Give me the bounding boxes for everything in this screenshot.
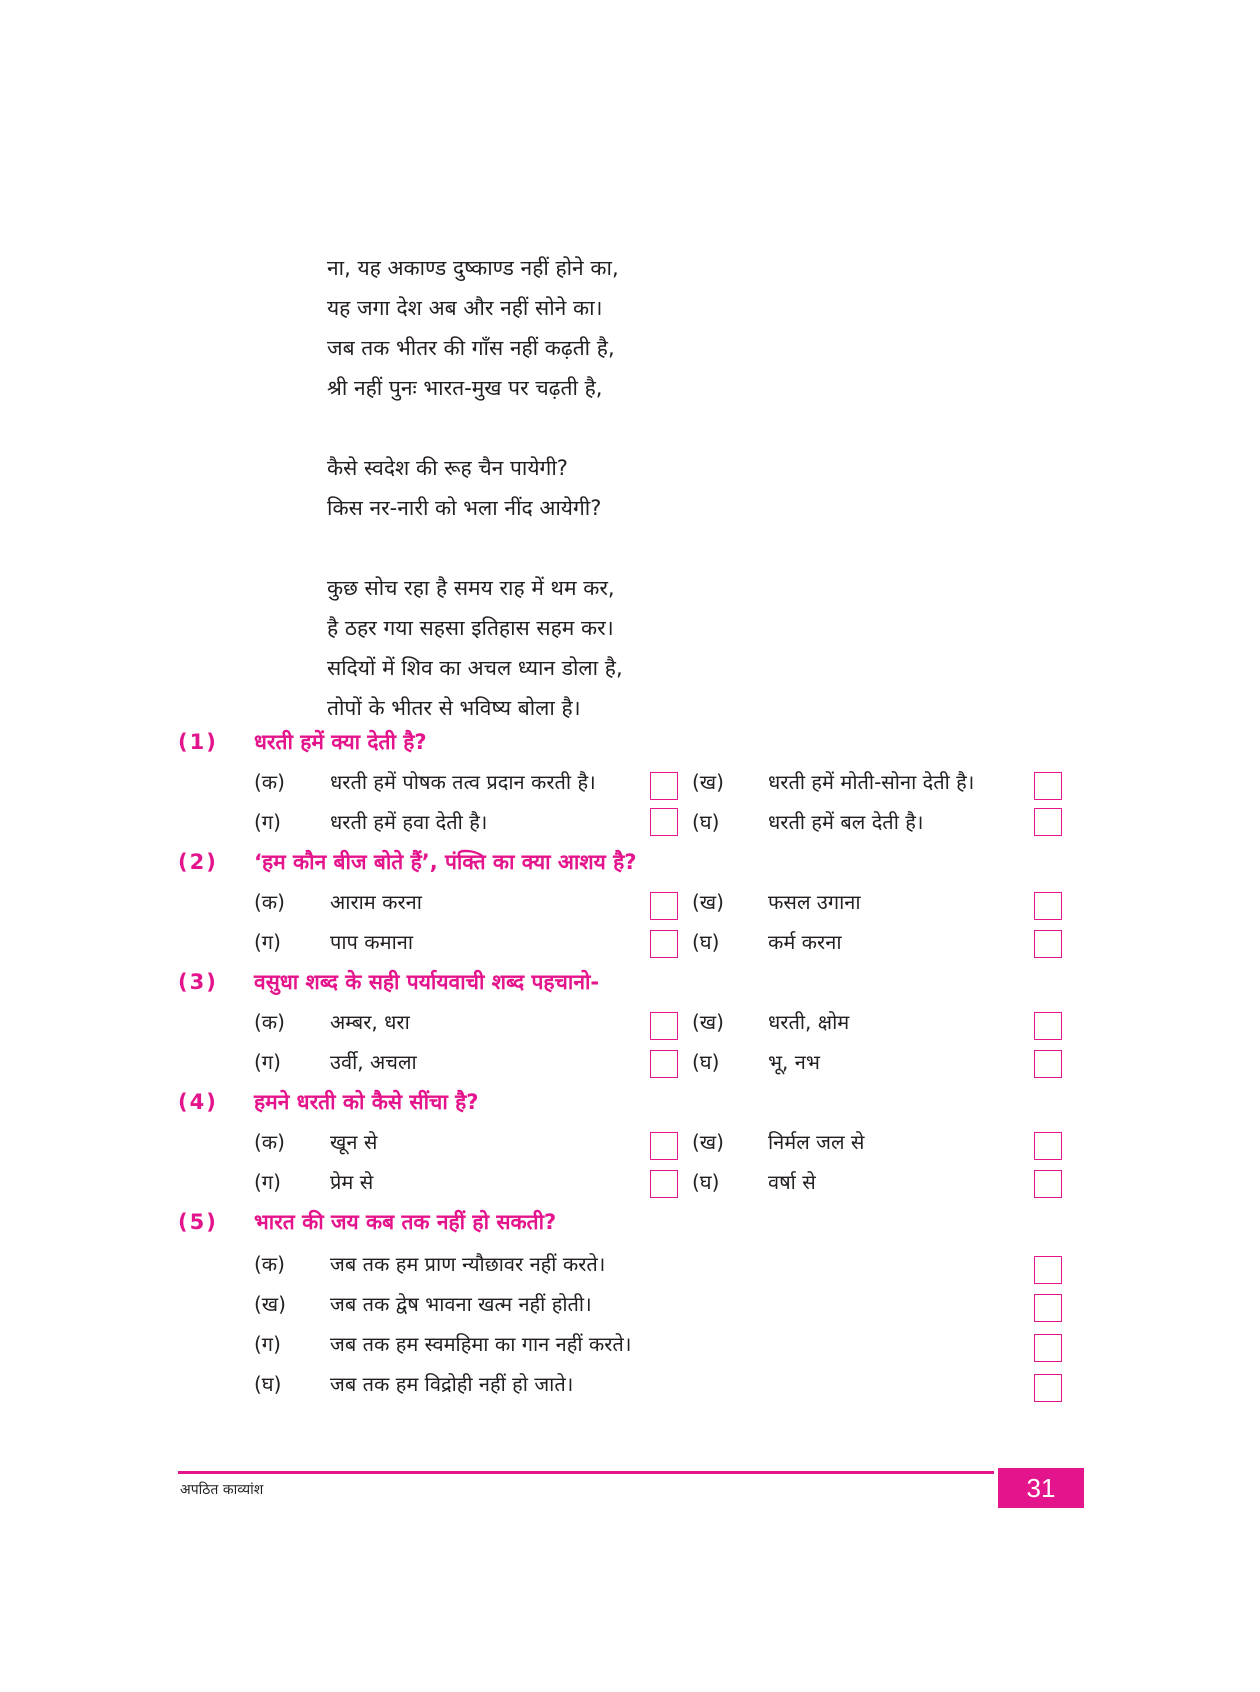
option-2-kha [692,888,861,915]
option-3-ka [254,1008,410,1035]
poem-line: कैसे स्वदेश की रूह चैन पायेगी? [327,456,568,480]
option-text: अम्बर, धरा [330,1010,410,1034]
answer-checkbox-4-ga[interactable] [650,1170,678,1198]
question-number: (1) [178,730,218,754]
poem-stanza-1 [327,248,1027,408]
answer-checkbox-3-ka[interactable] [650,1012,678,1040]
answer-checkbox-4-ka[interactable] [650,1132,678,1160]
question-number: (2) [178,850,218,874]
option-label: (ख) [692,890,724,914]
option-5-ga [254,1330,631,1357]
answer-checkbox-5-kha[interactable] [1034,1294,1062,1322]
answer-checkbox-5-ga[interactable] [1034,1334,1062,1362]
option-text: जब तक हम स्वमहिमा का गान नहीं करते। [330,1332,632,1356]
poem-line: यह जगा देश अब और नहीं सोने का। [327,296,603,320]
option-text: कर्म करना [768,930,842,954]
question-1 [178,728,427,756]
answer-checkbox-3-gha[interactable] [1034,1050,1062,1078]
option-text: निर्मल जल से [768,1130,865,1154]
option-4-gha [692,1168,816,1195]
option-2-gha [692,928,842,955]
option-1-ga [254,808,487,835]
option-text: धरती हमें बल देती है। [768,810,924,834]
option-3-kha [692,1008,849,1035]
option-5-ka [254,1250,605,1277]
question-number: (3) [178,970,218,994]
question-5 [178,1208,556,1236]
question-number: (5) [178,1210,218,1234]
answer-checkbox-3-kha[interactable] [1034,1012,1062,1040]
option-5-gha [254,1370,573,1397]
option-text: खून से [330,1130,378,1154]
option-text: जब तक हम प्राण न्यौछावर नहीं करते। [330,1252,606,1276]
option-label: (घ) [692,930,720,954]
option-label: (क) [254,890,285,914]
option-3-gha [692,1048,820,1075]
question-text: भारत की जय कब तक नहीं हो सकती? [254,1210,557,1234]
option-text: धरती हमें मोती-सोना देती है। [768,770,975,794]
option-label: (ख) [692,1010,724,1034]
poem-line: सदियों में शिव का अचल ध्यान डोला है, [327,656,623,680]
option-label: (ख) [692,770,724,794]
answer-checkbox-4-gha[interactable] [1034,1170,1062,1198]
answer-checkbox-5-gha[interactable] [1034,1374,1062,1402]
option-label: (घ) [254,1372,282,1396]
option-label: (घ) [692,810,720,834]
option-text: प्रेम से [330,1170,374,1194]
option-label: (ग) [254,1332,281,1356]
option-1-gha [692,808,923,835]
footer-section-title: अपठित काव्यांश [180,1482,264,1498]
option-text: धरती हमें हवा देती है। [330,810,488,834]
question-text: धरती हमें क्या देती है? [254,730,427,754]
option-text: पाप कमाना [330,930,414,954]
option-text: धरती हमें पोषक तत्व प्रदान करती है। [330,770,596,794]
answer-checkbox-2-ga[interactable] [650,930,678,958]
option-4-ga [254,1168,373,1195]
poem-line: किस नर-नारी को भला नींद आयेगी? [327,496,602,520]
option-text: जब तक हम विद्रोही नहीं हो जाते। [330,1372,574,1396]
question-text: हमने धरती को कैसे सींचा है? [254,1090,479,1114]
answer-checkbox-1-kha[interactable] [1034,772,1062,800]
option-label: (ग) [254,1170,281,1194]
answer-checkbox-1-ka[interactable] [650,772,678,800]
option-text: जब तक द्वेष भावना खत्म नहीं होती। [330,1292,592,1316]
answer-checkbox-5-ka[interactable] [1034,1256,1062,1284]
question-2 [178,848,637,876]
answer-checkbox-4-kha[interactable] [1034,1132,1062,1160]
footer-divider [178,1471,994,1474]
question-text: वसुधा शब्द के सही पर्यायवाची शब्द पहचानो- [254,970,600,994]
answer-checkbox-3-ga[interactable] [650,1050,678,1078]
option-label: (घ) [692,1050,720,1074]
option-label: (घ) [692,1170,720,1194]
poem-line: जब तक भीतर की गाँस नहीं कढ़ती है, [327,336,615,360]
option-1-kha [692,768,974,795]
answer-checkbox-2-gha[interactable] [1034,930,1062,958]
answer-checkbox-1-gha[interactable] [1034,808,1062,836]
poem-stanza-2 [327,448,1027,528]
option-label: (ग) [254,930,281,954]
option-label: (ख) [254,1292,286,1316]
option-text: धरती, क्षोम [768,1010,850,1034]
option-3-ga [254,1048,417,1075]
option-label: (क) [254,1010,285,1034]
option-text: वर्षा से [768,1170,816,1194]
option-label: (क) [254,1252,285,1276]
option-4-ka [254,1128,377,1155]
option-5-kha [254,1290,592,1317]
option-label: (क) [254,770,285,794]
option-text: भू, नभ [768,1050,820,1074]
option-4-kha [692,1128,864,1155]
question-4 [178,1088,478,1116]
option-label: (ग) [254,1050,281,1074]
option-label: (ख) [692,1130,724,1154]
poem [327,248,1027,728]
answer-checkbox-2-kha[interactable] [1034,892,1062,920]
question-number: (4) [178,1090,218,1114]
option-2-ka [254,888,422,915]
question-text: ‘हम कौन बीज बोते हैं’, पंक्ति का क्या आशय है? [254,850,637,874]
option-text: आराम करना [330,890,422,914]
poem-line: श्री नहीं पुनः भारत-मुख पर चढ़ती है, [327,376,603,400]
option-text: फसल उगाना [768,890,861,914]
poem-line: कुछ सोच रहा है समय राह में थम कर, [327,576,615,600]
poem-stanza-3 [327,568,1027,728]
page-number: 31 [998,1468,1084,1508]
option-2-ga [254,928,413,955]
option-label: (ग) [254,810,281,834]
option-1-ka [254,768,596,795]
question-3 [178,968,599,996]
poem-line: तोपों के भीतर से भविष्य बोला है। [327,696,581,720]
option-text: उर्वी, अचला [330,1050,417,1074]
answer-checkbox-2-ka[interactable] [650,892,678,920]
poem-line: है ठहर गया सहसा इतिहास सहम कर। [327,616,614,640]
poem-line: ना, यह अकाण्ड दुष्काण्ड नहीं होने का, [327,256,619,280]
option-label: (क) [254,1130,285,1154]
answer-checkbox-1-ga[interactable] [650,808,678,836]
